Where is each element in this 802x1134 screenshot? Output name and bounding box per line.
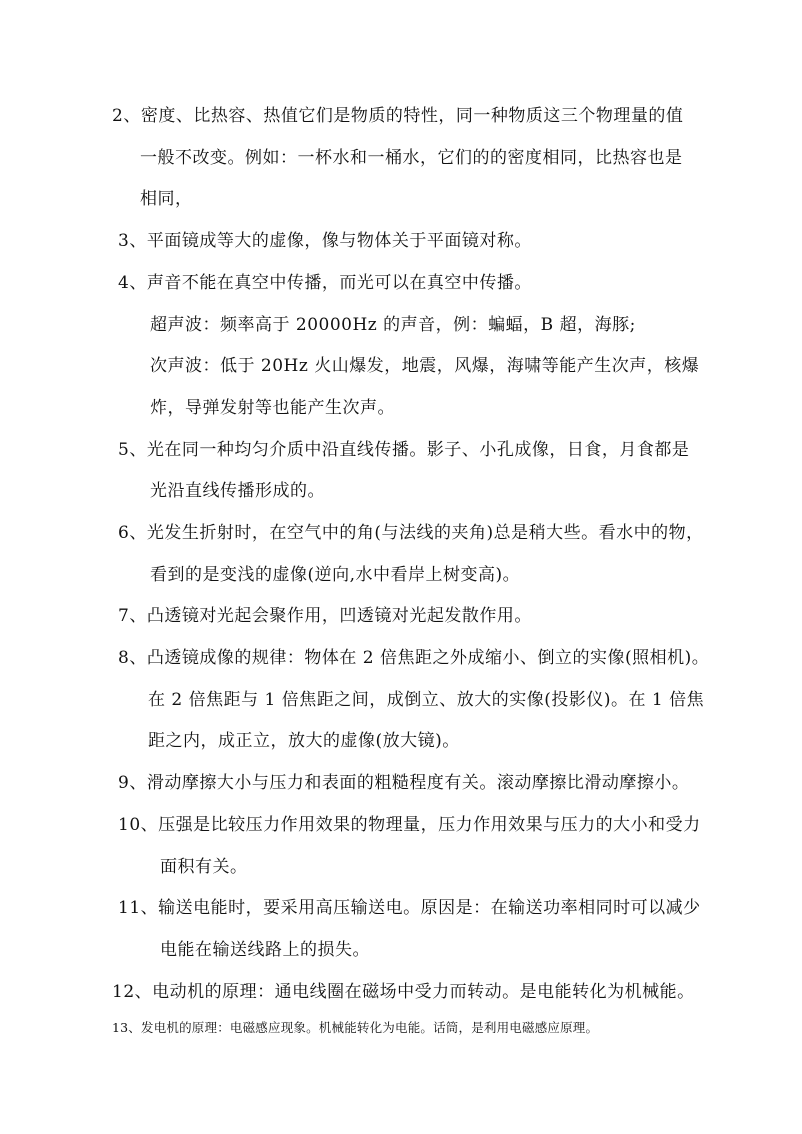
text-line: 面积有关。	[160, 857, 248, 877]
text-line: 炸，导弹发射等也能产生次声。	[150, 398, 395, 418]
text-line: 3、平面镜成等大的虚像，像与物体关于平面镜对称。	[118, 231, 532, 251]
text-line: 4、声音不能在真空中传播，而光可以在真空中传播。	[118, 273, 532, 293]
text-line: 一般不改变。例如：一杯水和一桶水，它们的的密度相同，比热容也是	[140, 148, 683, 168]
text-line: 电能在输送线路上的损失。	[160, 940, 370, 960]
text-line: 看到的是变浅的虚像(逆向,水中看岸上树变高)。	[150, 565, 521, 585]
text-line: 距之内，成正立，放大的虚像(放大镜)。	[148, 731, 460, 751]
text-line: 12、电动机的原理：通电线圈在磁场中受力而转动。是电能转化为机械能。	[112, 982, 695, 1002]
text-line: 10、压强是比较压力作用效果的物理量，压力作用效果与压力的大小和受力	[118, 815, 701, 835]
text-line: 在 2 倍焦距与 1 倍焦距之间，成倒立、放大的实像(投影仪)。在 1 倍焦	[148, 690, 705, 710]
text-line: 7、凸透镜对光起会聚作用，凹透镜对光起发散作用。	[118, 606, 532, 626]
text-line: 6、光发生折射时，在空气中的角(与法线的夹角)总是稍大些。看水中的物，	[118, 523, 704, 543]
text-line: 次声波：低于 20Hz 火山爆发，地震，风爆，海啸等能产生次声，核爆	[150, 356, 700, 376]
text-line: 光沿直线传播形成的。	[150, 481, 325, 501]
text-line: 5、光在同一种均匀介质中沿直线传播。影子、小孔成像，日食，月食都是	[118, 440, 690, 460]
text-line: 8、凸透镜成像的规律：物体在 2 倍焦距之外成缩小、倒立的实像(照相机)。	[118, 648, 710, 668]
text-line-small: 13、发电机的原理：电磁感应现象。机械能转化为电能。话筒，是利用电磁感应原理。	[112, 1020, 599, 1035]
text-line: 超声波：频率高于 20000Hz 的声音，例：蝙蝠，B 超，海豚;	[150, 315, 636, 335]
text-line: 9、滑动摩擦大小与压力和表面的粗糙程度有关。滚动摩擦比滑动摩擦小。	[118, 773, 690, 793]
text-line: 2、密度、比热容、热值它们是物质的特性，同一种物质这三个物理量的值	[112, 106, 684, 126]
text-line: 相同，	[140, 189, 193, 209]
text-line: 11、输送电能时，要采用高压输送电。原因是：在输送功率相同时可以减少	[118, 898, 701, 918]
